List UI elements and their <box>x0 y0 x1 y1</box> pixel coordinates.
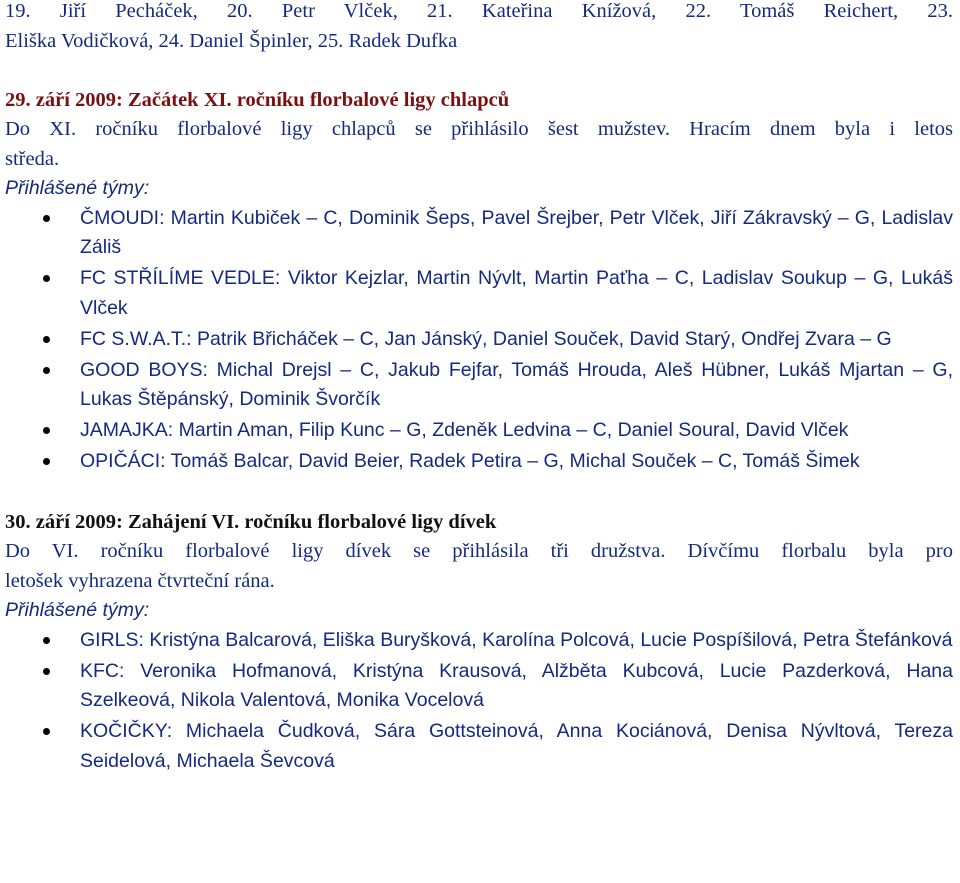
team-entry: KFC: Veronika Hofmanová, Kristýna Krausová, Alžběta Kubcová, Lucie Pazderková, Hana Szelkeová, Nikola Valentová, Monika Vocelová <box>80 659 953 711</box>
girls-teams-label: Přihlášené týmy: <box>5 599 150 621</box>
bullet-icon <box>43 367 50 374</box>
girls-section-body-line-2: letošek vyhrazena čtvrteční rána. <box>5 569 275 592</box>
boys-section-heading: 29. září 2009: Začátek XI. ročníku florbalové ligy chlapců <box>5 88 510 111</box>
team-entry: OPIČÁCI: Tomáš Balcar, David Beier, Radek Petira – G, Michal Souček – C, Tomáš Šimek <box>80 450 860 472</box>
list-item <box>5 356 953 415</box>
team-entry: KOČIČKY: Michaela Čudková, Sára Gottsteinová, Anna Kociánová, Denisa Nývltová, Tereza Seidelová, Michaela Ševcová <box>80 720 953 772</box>
bullet-icon <box>43 728 50 735</box>
team-entry: FC STŘÍLÍME VEDLE: Viktor Kejzlar, Martin Nývlt, Martin Paťha – C, Ladislav Soukup – G, Lukáš Vlček <box>80 267 953 319</box>
girls-section-body-line-1: Do VI. ročníku florbalové ligy dívek se přihlásila tři družstva. Dívčímu florbalu byla pro <box>5 540 953 562</box>
spacer <box>5 56 960 86</box>
list-item <box>5 447 953 477</box>
team-entry: GOOD BOYS: Michal Drejsl – C, Jakub Fejfar, Tomáš Hrouda, Aleš Hübner, Lukáš Mjartan – G, Lukas Štěpánský, Dominik Švorčík <box>80 358 953 410</box>
team-entry: GIRLS: Kristýna Balcarová, Eliška Buryšková, Karolína Polcová, Lucie Pospíšilová, Petra Štefánková <box>80 628 953 651</box>
list-item <box>5 717 953 776</box>
bullet-icon <box>43 215 50 222</box>
intro-line-2: Eliška Vodičková, 24. Daniel Špinler, 25. Radek Dufka <box>5 29 458 52</box>
boys-section-body-line-2: středa. <box>5 147 60 170</box>
bullet-icon <box>43 458 50 465</box>
list-item <box>5 264 953 323</box>
team-entry: FC S.W.A.T.: Patrik Břicháček – C, Jan Jánský, Daniel Souček, David Starý, Ondřej Zvara – G <box>80 327 892 350</box>
bullet-icon <box>43 427 50 434</box>
team-entry: JAMAJKA: Martin Aman, Filip Kunc – G, Zdeněk Ledvina – C, Daniel Soural, David Vlček <box>80 419 849 441</box>
list-item <box>5 204 953 263</box>
list-item <box>5 325 953 355</box>
boys-section-body-line-1: Do XI. ročníku florbalové ligy chlapců se přihlásilo šest mužstev. Hracím dnem byla i letos <box>5 118 953 140</box>
bullet-icon <box>43 336 50 343</box>
bullet-icon <box>43 275 50 282</box>
list-item <box>5 657 953 716</box>
list-item <box>5 626 953 656</box>
bullet-icon <box>43 637 50 644</box>
spacer <box>5 478 960 508</box>
girls-team-list <box>5 626 960 777</box>
intro-line-1: 19. Jiří Pecháček, 20. Petr Vlček, 21. Kateřina Knížová, 22. Tomáš Reichert, 23. <box>5 0 953 22</box>
boys-teams-label: Přihlášené týmy: <box>5 177 150 199</box>
boys-team-list <box>5 204 960 477</box>
team-entry: ČMOUDI: Martin Kubiček – C, Dominik Šeps, Pavel Šrejber, Petr Vlček, Jiří Zákravský – G, Ladislav Záliš <box>80 206 953 258</box>
girls-section-heading: 30. září 2009: Zahájení VI. ročníku florbalové ligy dívek <box>5 510 497 533</box>
list-item <box>5 416 953 446</box>
bullet-icon <box>43 668 50 675</box>
